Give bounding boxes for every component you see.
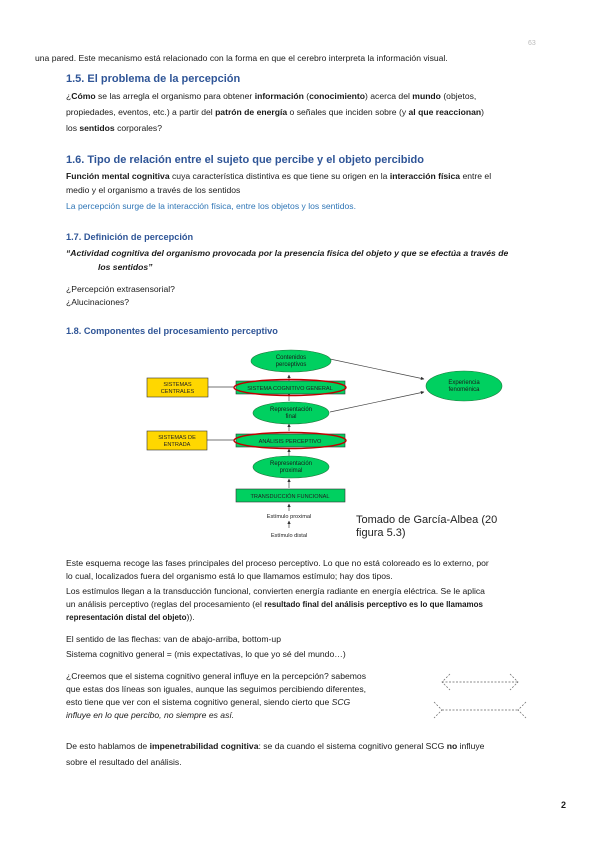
- label-scg: SISTEMA COGNITIVO GENERAL: [247, 386, 333, 392]
- p6-line-2: sobre el resultado del análisis.: [66, 757, 182, 767]
- label-sistemas-centrales-2: CENTRALES: [160, 389, 195, 395]
- figure-caption: [356, 514, 497, 540]
- label-sistemas-entrada-2: ENTRADA: [163, 442, 191, 448]
- figure-caption-line-2: figura 5.3): [356, 527, 406, 539]
- node-representacion-final: [253, 402, 329, 424]
- page-number: 2: [561, 800, 567, 810]
- s16-highlight: La percepción surge de la interacción física, entre los objetos y los sentidos.: [66, 201, 356, 211]
- definition-quote-line-1: “Actividad cognitiva del organismo provocada por la presencia física del objeto y que se efectúa a través de: [66, 248, 509, 258]
- s15-line-2: propiedades, eventos, etc.) a partir del patrón de energía o señales que inciden sobre (y al que reaccionan): [66, 107, 484, 117]
- muller-lyer-illusion: [424, 668, 536, 726]
- illusion-bottom-right-tail: [518, 702, 526, 718]
- label-experiencia-1: Experiencia: [448, 380, 480, 386]
- p1-line-1: Este esquema recoge las fases principales del proceso perceptivo. Lo que no está coloreado es lo externo, por: [66, 558, 489, 568]
- label-repr-proximal-2: proximal: [279, 468, 303, 474]
- section-1-7-title: 1.7. Definición de percepción: [66, 232, 194, 242]
- arrow-direction-note: El sentido de las flechas: van de abajo-arriba, bottom-up: [66, 634, 281, 644]
- node-contenidos-perceptivos: [251, 350, 331, 372]
- intro-line: una pared. Este mecanismo está relacionado con la forma en que el cerebro interpreta la información visual.: [35, 53, 448, 63]
- label-sistemas-entrada-1: SISTEMAS DE: [158, 435, 196, 441]
- s15-line-3: los sentidos corporales?: [66, 123, 163, 133]
- label-estimulo-proximal: Estímulo proximal: [266, 514, 312, 520]
- arrow-contenidos-to-experiencia: [330, 359, 424, 379]
- section-1-8-title: 1.8. Componentes del procesamiento perceptivo: [66, 326, 278, 336]
- label-estimulo-distal: Estímulo distal: [270, 533, 308, 539]
- definition-quote-line-2: los sentidos”: [98, 262, 153, 272]
- node-representacion-proximal: [253, 456, 329, 478]
- p2-line-2: un análisis perceptivo (reglas del procesamiento (el resultado final del análisis perceptivo es lo que llamamos: [66, 599, 483, 609]
- label-repr-final-2: final: [285, 414, 297, 420]
- explanation-paragraph-1: [66, 557, 576, 583]
- scg-definition: Sistema cognitivo general = (mis expectativas, lo que yo sé del mundo…): [66, 649, 346, 659]
- section-1-5-title: 1.5. El problema de la percepción: [66, 73, 241, 85]
- explanation-paragraph-2: [66, 585, 576, 624]
- question-extrasensorial: ¿Percepción extrasensorial?: [66, 284, 175, 294]
- label-contenidos-2: perceptivos: [275, 362, 307, 368]
- label-contenidos-1: Contenidos: [275, 355, 307, 361]
- p6-line-1: De esto hablamos de impenetrabilidad cognitiva: se da cuando el sistema cognitivo general SCG no influye: [66, 741, 485, 751]
- p5-line-2: que estas dos líneas son iguales, aunque las seguimos percibiendo diferentes,: [66, 684, 367, 694]
- arrow-representacion-to-experiencia: [330, 392, 424, 412]
- label-repr-proximal-1: Representación: [269, 461, 313, 467]
- s16-line-2: medio y el organismo a través de los sentidos: [66, 185, 241, 195]
- node-experiencia-fenomenica: [426, 371, 502, 401]
- top-page-number: 63: [528, 40, 536, 47]
- s15-line-1: ¿Cómo se las arregla el organismo para obtener información (conocimiento) acerca del mundo (objetos,: [66, 91, 477, 101]
- figure-caption-line-1: Tomado de García-Albea (20: [356, 514, 498, 526]
- label-analisis: ANÁLISIS PERCEPTIVO: [258, 439, 322, 445]
- explanation-paragraph-6: [66, 740, 576, 769]
- illusion-bottom-left-tail: [434, 702, 442, 718]
- explanation-paragraph-5: [66, 670, 411, 722]
- label-experiencia-2: fenoménica: [448, 387, 480, 393]
- p5-line-4: influye en lo que percibo, no siempre es así.: [66, 710, 235, 720]
- p2-line-3: representación distal del objeto)).: [66, 612, 195, 622]
- s16-line-1: Función mental cognitiva cuya característica distintiva es que tiene su origen en la interacción física entre el: [66, 171, 492, 181]
- label-sistemas-centrales-1: SISTEMAS: [163, 382, 192, 388]
- p2-line-1: Los estímulos llegan a la transducción funcional, convierten energía radiante en energía eléctrica. Se le aplica: [66, 586, 485, 596]
- p5-line-1: ¿Creemos que el sistema cognitivo general influye en la percepción? sabemos: [66, 671, 366, 681]
- label-repr-final-1: Representación: [269, 407, 313, 413]
- section-1-6-title: 1.6. Tipo de relación entre el sujeto que percibe y el objeto percibido: [66, 154, 424, 166]
- p5-line-3: esto tiene que ver con el sistema cognitivo general, siendo cierto que SCG: [66, 697, 351, 707]
- label-transduccion: TRANSDUCCIÓN FUNCIONAL: [250, 494, 330, 500]
- p1-line-2: lo cual, localizados fuera del organismo está lo que llamamos estímulo; hay dos tipos.: [66, 571, 393, 581]
- question-alucinaciones: ¿Alucinaciones?: [66, 297, 130, 307]
